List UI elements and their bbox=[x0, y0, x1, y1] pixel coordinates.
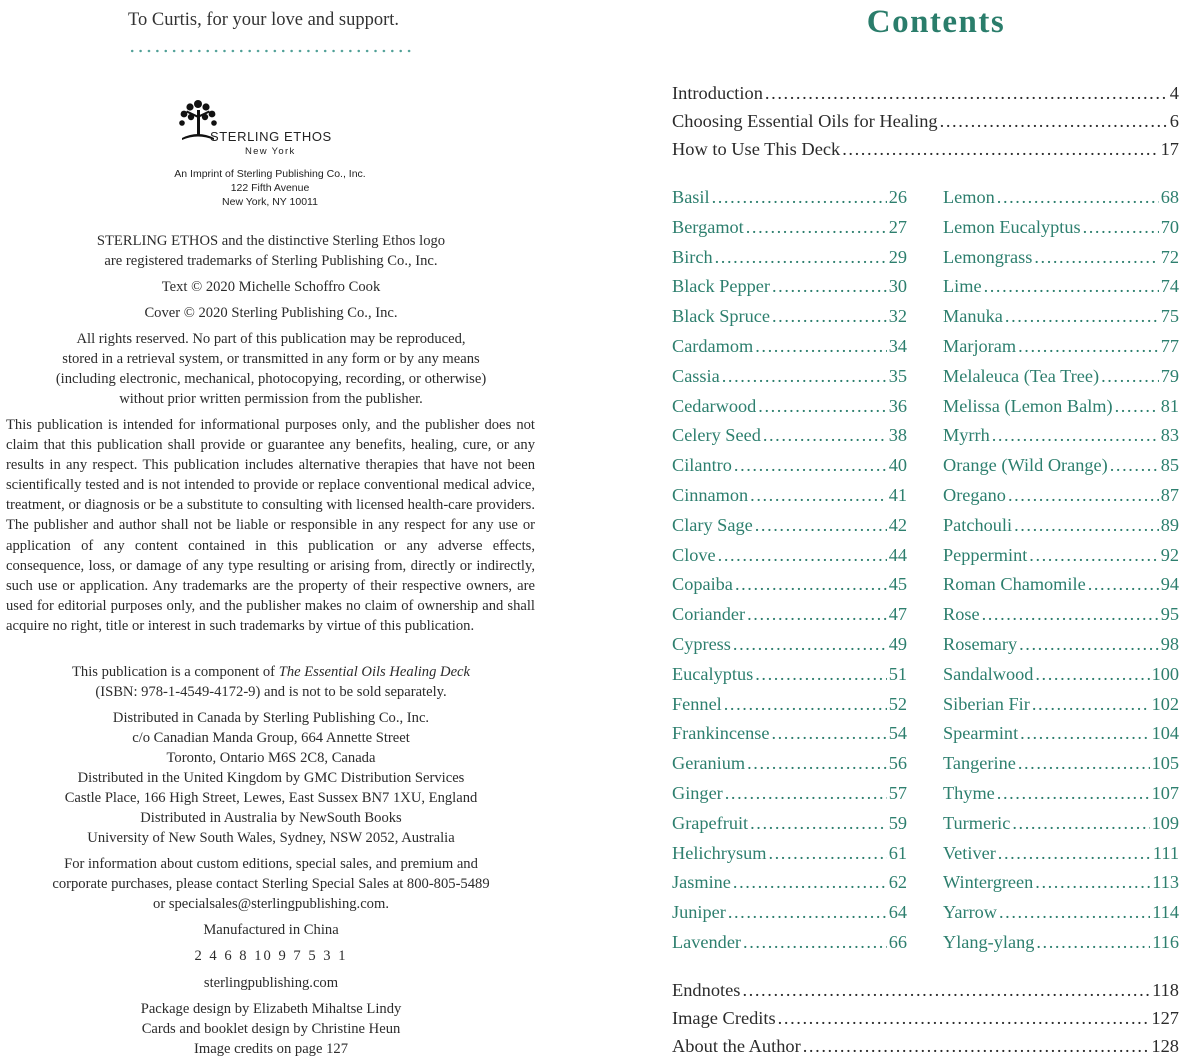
toc-entry-label: Coriander bbox=[672, 604, 746, 625]
toc-entry-page: 26 bbox=[888, 187, 907, 207]
dot-leader bbox=[772, 306, 887, 327]
dot-leader bbox=[772, 276, 887, 297]
toc-entry-lemongrass[interactable] bbox=[943, 247, 1179, 268]
toc-entry-how-to-use-this-deck[interactable] bbox=[672, 139, 1179, 160]
toc-entry-rose[interactable] bbox=[943, 604, 1179, 625]
toc-entry-label: Image Credits bbox=[672, 1008, 776, 1028]
toc-entry-page: 42 bbox=[888, 514, 907, 535]
trademark-line: STERLING ETHOS and the distinctive Sterling Ethos logo bbox=[96, 233, 446, 249]
toc-entry-fennel[interactable] bbox=[672, 694, 907, 715]
toc-entry-label: Jasmine bbox=[672, 872, 731, 893]
dot-leader bbox=[1083, 217, 1159, 238]
toc-entry-patchouli[interactable] bbox=[943, 515, 1179, 536]
toc-entry-clary-sage[interactable] bbox=[672, 515, 907, 536]
toc-entry-label: Basil bbox=[672, 187, 710, 207]
toc-entry-page: 41 bbox=[888, 485, 907, 505]
dot-leader bbox=[742, 980, 1150, 1001]
custom-info-line: corporate purchases, please contact Sterling Special Sales at 800-805-5489 bbox=[52, 876, 490, 892]
toc-entry-label: Lavender bbox=[672, 932, 742, 952]
dot-leader bbox=[722, 366, 887, 387]
toc-entry-spearmint[interactable] bbox=[943, 723, 1179, 744]
dot-leader bbox=[1035, 664, 1149, 685]
dot-leader bbox=[1008, 485, 1159, 506]
dot-leader bbox=[1019, 634, 1159, 655]
toc-entry-label: Cypress bbox=[672, 634, 731, 654]
toc-entry-choosing-essential-oils-for-healing[interactable] bbox=[672, 111, 1179, 132]
dot-leader bbox=[746, 217, 887, 238]
imprint-line: 122 Fifth Avenue bbox=[230, 182, 310, 194]
toc-entry-coriander[interactable] bbox=[672, 604, 907, 625]
toc-entry-page: 109 bbox=[1151, 812, 1179, 833]
toc-entry-rosemary[interactable] bbox=[943, 634, 1179, 655]
dot-leader bbox=[743, 932, 887, 953]
toc-entry-sandalwood[interactable] bbox=[943, 664, 1179, 685]
toc-entry-label: How to Use This Deck bbox=[672, 139, 841, 159]
toc-entry-ginger[interactable] bbox=[672, 783, 907, 804]
toc-entry-cypress[interactable] bbox=[672, 634, 907, 655]
toc-entry-label: Introduction bbox=[672, 83, 763, 103]
toc-entry-cilantro[interactable] bbox=[672, 455, 907, 476]
toc-entry-label: Endnotes bbox=[672, 980, 741, 1000]
dot-leader bbox=[755, 336, 886, 357]
publisher-logo-city: New York bbox=[245, 146, 296, 157]
toc-entry-label: Lemongrass bbox=[943, 246, 1033, 267]
toc-entry-label: Cassia bbox=[672, 365, 720, 386]
dot-leader bbox=[712, 187, 887, 208]
imprint-line: An Imprint of Sterling Publishing Co., Inc. bbox=[174, 168, 366, 180]
dot-leader bbox=[755, 515, 887, 536]
dot-leader bbox=[765, 83, 1168, 104]
dot-leader bbox=[771, 723, 886, 744]
imprint-block bbox=[140, 167, 400, 209]
toc-entry-page: 77 bbox=[1160, 336, 1179, 356]
toc-entry-page: 36 bbox=[888, 395, 907, 416]
dot-leader bbox=[724, 694, 887, 715]
dot-leader bbox=[1032, 694, 1150, 715]
dot-leader bbox=[778, 1008, 1150, 1029]
rights-line: stored in a retrieval system, or transmitted in any form or by any means bbox=[62, 351, 480, 367]
dot-leader bbox=[1034, 247, 1158, 268]
credit-line: Image credits on page 127 bbox=[194, 1041, 348, 1057]
toc-entry-page: 85 bbox=[1160, 455, 1179, 476]
toc-entry-frankincense[interactable] bbox=[672, 723, 907, 744]
toc-entry-page: 47 bbox=[888, 604, 907, 625]
toc-entry-label: Juniper bbox=[672, 902, 726, 923]
toc-entry-cardamom[interactable] bbox=[672, 336, 907, 357]
toc-entry-page: 127 bbox=[1151, 1008, 1179, 1028]
dot-leader bbox=[734, 455, 887, 476]
toc-entry-thyme[interactable] bbox=[943, 783, 1179, 804]
contents-page bbox=[660, 0, 1190, 1064]
dot-leader bbox=[992, 425, 1159, 446]
text-copyright: Text © 2020 Michelle Schoffro Cook bbox=[161, 279, 381, 295]
toc-entry-page: 100 bbox=[1151, 663, 1179, 684]
dot-leader bbox=[1035, 872, 1150, 893]
toc-entry-page: 75 bbox=[1160, 306, 1179, 327]
toc-entry-page: 30 bbox=[888, 276, 907, 297]
dot-leader bbox=[733, 872, 887, 893]
dot-leader bbox=[842, 139, 1158, 160]
toc-entry-label: Melaleuca (Tea Tree) bbox=[943, 365, 1100, 386]
toc-entry-copaiba[interactable] bbox=[672, 574, 907, 595]
toc-entry-label: Copaiba bbox=[672, 574, 733, 595]
dot-leader bbox=[1101, 366, 1159, 387]
toc-entry-page: 113 bbox=[1152, 872, 1179, 893]
toc-entry-page: 87 bbox=[1160, 485, 1179, 505]
toc-entry-tangerine[interactable] bbox=[943, 753, 1179, 774]
toc-entry-label: Eucalyptus bbox=[672, 663, 754, 684]
toc-entry-birch[interactable] bbox=[672, 247, 907, 268]
toc-entry-lime[interactable] bbox=[943, 276, 1179, 297]
trademark-line: are registered trademarks of Sterling Publishing Co., Inc. bbox=[104, 253, 438, 269]
toc-entry-page: 79 bbox=[1160, 365, 1179, 386]
distribution-line: Castle Place, 166 High Street, Lewes, East Sussex BN7 1XU, England bbox=[64, 790, 478, 806]
toc-entry-yarrow[interactable] bbox=[943, 902, 1179, 923]
toc-entry-juniper[interactable] bbox=[672, 902, 907, 923]
custom-info-line: or specialsales@sterlingpublishing.com. bbox=[153, 896, 389, 912]
toc-entry-label: Clary Sage bbox=[672, 514, 753, 535]
toc-entry-myrrh[interactable] bbox=[943, 425, 1179, 446]
toc-entry-label: Birch bbox=[672, 246, 713, 267]
distribution-block bbox=[6, 708, 536, 848]
dot-leader bbox=[997, 783, 1150, 804]
toc-entry-page: 54 bbox=[888, 723, 907, 744]
toc-entry-page: 61 bbox=[888, 842, 907, 863]
dot-leader bbox=[728, 902, 887, 923]
toc-entry-vetiver[interactable] bbox=[943, 843, 1179, 864]
toc-entry-cedarwood[interactable] bbox=[672, 396, 907, 417]
toc-entry-page: 66 bbox=[888, 932, 907, 952]
toc-entry-label: Orange (Wild Orange) bbox=[943, 455, 1108, 476]
toc-entry-label: Peppermint bbox=[943, 544, 1028, 565]
toc-entry-label: Roman Chamomile bbox=[943, 574, 1086, 595]
toc-entry-oregano[interactable] bbox=[943, 485, 1179, 506]
toc-entry-page: 35 bbox=[888, 365, 907, 386]
toc-entry-page: 64 bbox=[888, 902, 907, 923]
toc-entry-label: Yarrow bbox=[943, 902, 998, 923]
toc-entry-label: Oregano bbox=[943, 485, 1006, 505]
toc-entry-label: Vetiver bbox=[943, 842, 996, 863]
credit-line: Cards and booklet design by Christine Heun bbox=[141, 1021, 401, 1037]
toc-entry-basil[interactable] bbox=[672, 187, 907, 208]
dot-leader bbox=[1036, 932, 1150, 953]
toc-entry-page: 17 bbox=[1160, 139, 1179, 159]
publisher-logo-name: STERLING ETHOS bbox=[210, 129, 332, 144]
toc-entry-page: 116 bbox=[1152, 932, 1179, 952]
toc-entry-melissa-lemon-balm[interactable] bbox=[943, 396, 1179, 417]
toc-entry-label: About the Author bbox=[672, 1036, 801, 1056]
toc-entry-page: 68 bbox=[1160, 187, 1179, 207]
toc-entry-label: Thyme bbox=[943, 783, 995, 803]
toc-entry-page: 44 bbox=[888, 544, 907, 565]
toc-entry-page: 107 bbox=[1151, 783, 1179, 803]
dot-leader bbox=[733, 634, 887, 655]
toc-entry-label: Lemon Eucalyptus bbox=[943, 216, 1081, 237]
dot-leader bbox=[747, 753, 887, 774]
toc-entry-label: Cardamom bbox=[672, 336, 754, 356]
toc-entry-page: 72 bbox=[1160, 246, 1179, 267]
custom-sales-info bbox=[6, 854, 536, 914]
toc-entry-introduction[interactable] bbox=[672, 83, 1179, 104]
toc-entry-label: Turmeric bbox=[943, 812, 1011, 833]
toc-entry-label: Manuka bbox=[943, 306, 1003, 327]
dot-leader bbox=[715, 247, 887, 268]
dot-leader bbox=[1020, 723, 1149, 744]
dot-leader bbox=[984, 276, 1159, 297]
toc-entry-label: Spearmint bbox=[943, 723, 1019, 744]
toc-entry-label: Geranium bbox=[672, 753, 746, 774]
design-credits bbox=[6, 999, 536, 1059]
toc-entry-page: 94 bbox=[1160, 574, 1179, 595]
distribution-line: c/o Canadian Manda Group, 664 Annette Street bbox=[132, 730, 410, 746]
toc-entry-clove[interactable] bbox=[672, 545, 907, 566]
toc-entry-label: Lemon bbox=[943, 187, 995, 207]
toc-entry-marjoram[interactable] bbox=[943, 336, 1179, 357]
toc-entry-label: Black Pepper bbox=[672, 276, 770, 297]
toc-entry-page: 32 bbox=[888, 306, 907, 327]
dot-leader bbox=[755, 664, 886, 685]
dot-leader bbox=[803, 1036, 1150, 1057]
toc-entry-page: 95 bbox=[1160, 604, 1179, 625]
toc-entry-label: Rose bbox=[943, 604, 980, 625]
toc-entry-label: Cedarwood bbox=[672, 395, 757, 416]
dot-leader bbox=[750, 485, 887, 506]
toc-entry-page: 38 bbox=[888, 425, 907, 446]
dot-leader bbox=[999, 902, 1150, 923]
toc-entry-lemon-eucalyptus[interactable] bbox=[943, 217, 1179, 238]
toc-entry-page: 49 bbox=[888, 634, 907, 654]
toc-entry-label: Ginger bbox=[672, 783, 723, 803]
dot-leader bbox=[750, 813, 887, 834]
dot-leader bbox=[1018, 753, 1150, 774]
dot-leader bbox=[718, 545, 887, 566]
distribution-line: Distributed in Canada by Sterling Publishing Co., Inc. bbox=[112, 710, 430, 726]
dot-leader bbox=[735, 574, 887, 595]
toc-entry-black-spruce[interactable] bbox=[672, 306, 907, 327]
dot-leader bbox=[725, 783, 887, 804]
toc-entry-page: 92 bbox=[1160, 544, 1179, 565]
toc-entry-label: Lime bbox=[943, 276, 982, 297]
toc-entry-siberian-fir[interactable] bbox=[943, 694, 1179, 715]
toc-entry-label: Cinnamon bbox=[672, 485, 749, 505]
toc-entry-page: 57 bbox=[888, 783, 907, 803]
toc-entry-page: 104 bbox=[1151, 723, 1179, 744]
distribution-line: Toronto, Ontario M6S 2C8, Canada bbox=[166, 750, 376, 766]
page-title: Contents bbox=[866, 4, 1006, 40]
dot-leader bbox=[1029, 545, 1158, 566]
toc-entry-label: Tangerine bbox=[943, 753, 1016, 774]
rights-line: without prior written permission from the publisher. bbox=[119, 391, 423, 407]
toc-entry-page: 89 bbox=[1160, 514, 1179, 535]
toc-entry-label: Grapefruit bbox=[672, 812, 749, 833]
dot-leader bbox=[1014, 515, 1159, 536]
toc-entry-jasmine[interactable] bbox=[672, 872, 907, 893]
component-title: The Essential Oils Healing Deck bbox=[278, 664, 471, 680]
dot-leader bbox=[1110, 455, 1159, 476]
rights-notice bbox=[6, 329, 536, 409]
toc-entry-manuka[interactable] bbox=[943, 306, 1179, 327]
imprint-line: New York, NY 10011 bbox=[222, 196, 318, 208]
toc-entry-page: 56 bbox=[888, 753, 907, 774]
toc-entry-label: Choosing Essential Oils for Healing bbox=[672, 111, 938, 131]
toc-entry-image-credits[interactable] bbox=[672, 1008, 1179, 1029]
toc-entry-page: 52 bbox=[888, 693, 907, 714]
toc-entry-cassia[interactable] bbox=[672, 366, 907, 387]
toc-entry-label: Myrrh bbox=[943, 425, 990, 446]
toc-entry-page: 34 bbox=[888, 336, 907, 356]
custom-info-line: For information about custom editions, special sales, and premium and bbox=[64, 856, 478, 872]
toc-entry-melaleuca-tea-tree[interactable] bbox=[943, 366, 1179, 387]
toc-entry-cinnamon[interactable] bbox=[672, 485, 907, 506]
component-isbn: (ISBN: 978-1-4549-4172-9) and is not to be sold separately. bbox=[95, 684, 447, 700]
toc-entry-about-the-author[interactable] bbox=[672, 1036, 1179, 1057]
toc-entry-label: Patchouli bbox=[943, 514, 1013, 535]
printing-line: 2 4 6 8 10 9 7 5 3 1 bbox=[194, 948, 348, 964]
credit-line: Package design by Elizabeth Mihaltse Lindy bbox=[140, 1001, 402, 1017]
toc-entry-page: 111 bbox=[1152, 842, 1179, 863]
dedication: To Curtis, for your love and support. bbox=[128, 10, 400, 30]
toc-entry-page: 70 bbox=[1160, 216, 1179, 237]
toc-entry-label: Ylang-ylang bbox=[943, 932, 1035, 952]
toc-entry-label: Clove bbox=[672, 544, 716, 565]
rights-line: All rights reserved. No part of this publication may be reproduced, bbox=[76, 331, 466, 347]
dot-leader bbox=[940, 111, 1168, 132]
toc-entry-turmeric[interactable] bbox=[943, 813, 1179, 834]
component-notice bbox=[6, 662, 536, 702]
toc-entry-geranium[interactable] bbox=[672, 753, 907, 774]
toc-entry-page: 59 bbox=[888, 812, 907, 833]
dotted-divider bbox=[128, 49, 416, 53]
toc-entry-page: 81 bbox=[1160, 395, 1179, 416]
toc-entry-page: 45 bbox=[888, 574, 907, 595]
toc-entry-lemon[interactable] bbox=[943, 187, 1179, 208]
dot-leader bbox=[1012, 813, 1149, 834]
toc-entry-label: Siberian Fir bbox=[943, 693, 1030, 714]
dot-leader bbox=[1115, 396, 1159, 417]
rights-line: (including electronic, mechanical, photocopying, recording, or otherwise) bbox=[55, 371, 487, 387]
toc-entry-black-pepper[interactable] bbox=[672, 276, 907, 297]
manufactured-in: Manufactured in China bbox=[203, 922, 339, 938]
toc-entry-label: Fennel bbox=[672, 693, 722, 714]
dot-leader bbox=[758, 396, 886, 417]
toc-entry-endnotes[interactable] bbox=[672, 980, 1179, 1001]
toc-entry-page: 118 bbox=[1152, 980, 1179, 1000]
copyright-page bbox=[0, 0, 545, 1064]
toc-entry-page: 29 bbox=[888, 246, 907, 267]
toc-entry-page: 4 bbox=[1169, 83, 1179, 103]
toc-entry-bergamot[interactable] bbox=[672, 217, 907, 238]
cover-copyright: Cover © 2020 Sterling Publishing Co., Inc. bbox=[144, 305, 398, 321]
toc-entry-label: Frankincense bbox=[672, 723, 770, 744]
toc-entry-page: 74 bbox=[1160, 276, 1179, 297]
toc-entry-peppermint[interactable] bbox=[943, 545, 1179, 566]
distribution-line: University of New South Wales, Sydney, NSW 2052, Australia bbox=[87, 830, 455, 846]
dot-leader bbox=[998, 843, 1151, 864]
toc-entry-label: Melissa (Lemon Balm) bbox=[943, 395, 1113, 416]
toc-entry-label: Wintergreen bbox=[943, 872, 1034, 893]
dot-leader bbox=[1018, 336, 1159, 357]
toc-entry-ylang-ylang[interactable] bbox=[943, 932, 1179, 953]
toc-entry-page: 62 bbox=[888, 872, 907, 893]
toc-entry-page: 27 bbox=[888, 216, 907, 237]
dot-leader bbox=[1005, 306, 1159, 327]
toc-entry-grapefruit[interactable] bbox=[672, 813, 907, 834]
component-prefix: This publication is a component of bbox=[71, 664, 279, 680]
toc-entry-celery-seed[interactable] bbox=[672, 425, 907, 446]
toc-entry-label: Black Spruce bbox=[672, 306, 770, 327]
toc-entry-page: 51 bbox=[888, 663, 907, 684]
toc-entry-page: 6 bbox=[1169, 111, 1179, 131]
toc-entry-wintergreen[interactable] bbox=[943, 872, 1179, 893]
distribution-line: Distributed in Australia by NewSouth Books bbox=[140, 810, 402, 826]
toc-entry-page: 102 bbox=[1151, 693, 1179, 714]
toc-entry-page: 128 bbox=[1151, 1036, 1179, 1056]
website: sterlingpublishing.com bbox=[203, 975, 339, 991]
dot-leader bbox=[1088, 574, 1159, 595]
dot-leader bbox=[763, 425, 887, 446]
dot-leader bbox=[747, 604, 887, 625]
toc-entry-label: Bergamot bbox=[672, 216, 744, 237]
toc-entry-label: Rosemary bbox=[943, 634, 1018, 654]
distribution-line: Distributed in the United Kingdom by GMC Distribution Services bbox=[77, 770, 465, 786]
toc-entry-eucalyptus[interactable] bbox=[672, 664, 907, 685]
toc-entry-orange-wild-orange[interactable] bbox=[943, 455, 1179, 476]
dot-leader bbox=[982, 604, 1159, 625]
toc-entry-label: Cilantro bbox=[672, 455, 732, 476]
toc-entry-page: 83 bbox=[1160, 425, 1179, 446]
toc-entry-roman-chamomile[interactable] bbox=[943, 574, 1179, 595]
toc-entry-page: 98 bbox=[1160, 634, 1179, 654]
toc-entry-page: 105 bbox=[1151, 753, 1179, 774]
toc-entry-label: Celery Seed bbox=[672, 425, 761, 446]
dot-leader bbox=[997, 187, 1159, 208]
toc-entry-page: 114 bbox=[1152, 902, 1179, 923]
toc-entry-label: Sandalwood bbox=[943, 663, 1034, 684]
trademark-notice bbox=[6, 231, 536, 271]
toc-entry-lavender[interactable] bbox=[672, 932, 907, 953]
toc-entry-label: Helichrysum bbox=[672, 842, 767, 863]
dot-leader bbox=[768, 843, 886, 864]
toc-entry-label: Marjoram bbox=[943, 336, 1017, 356]
disclaimer: This publication is intended for informational purposes only, and the publisher does not claim that this publication shall provide or guarantee any benefits, healing, cure, or any results in any respect. This publication includes alternative therapies that have not been scientifically tested and is not intended to provide or replace conventional medical advice, treatment, or diagnosis or be a substitute to consulting with licensed health-care providers. The publisher and author shall not be liable or responsible in any respect for any use or application of any content contained in this publication or any adverse effects, consequence, loss, or damage of any type resulting or arising from, directly or indirectly, such use or application. Any trademarks are the property of their respective owners, are used for editorial purposes only, and the publisher makes no claim of ownership and shall acquire no right, title or interest in such trademarks by virtue of this publication. bbox=[6, 417, 535, 634]
toc-entry-helichrysum[interactable] bbox=[672, 843, 907, 864]
toc-entry-page: 40 bbox=[888, 455, 907, 476]
